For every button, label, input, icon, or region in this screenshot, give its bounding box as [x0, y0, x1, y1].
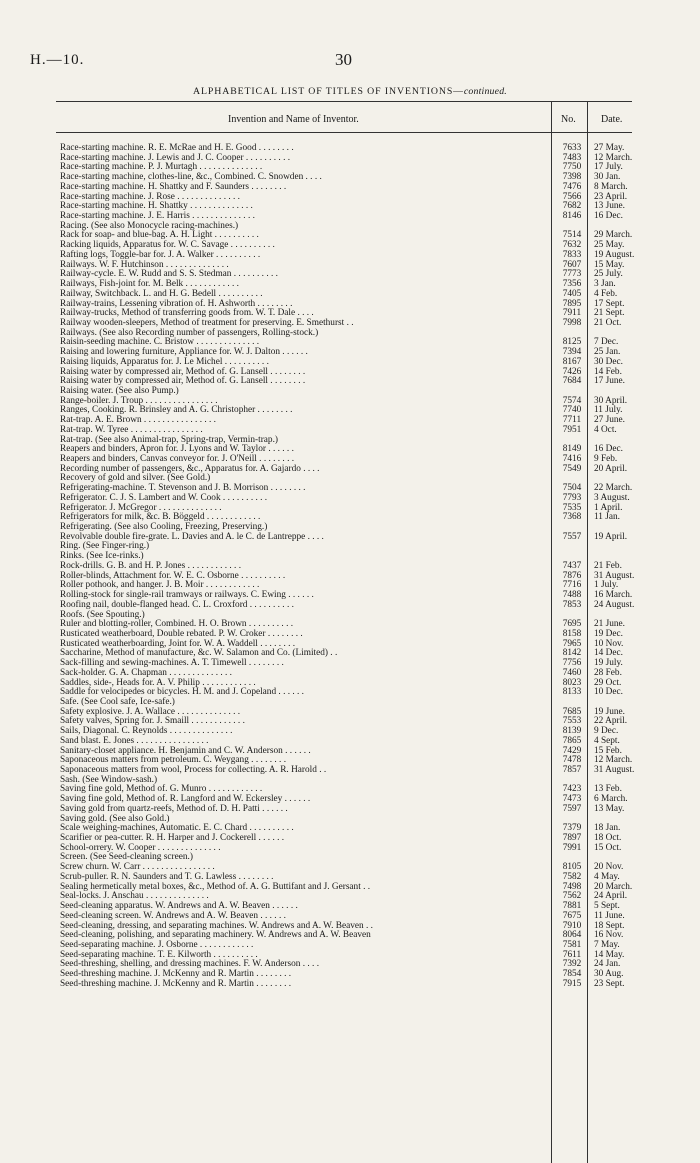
patent-number: 7379 — [562, 823, 582, 834]
invention-title: Recovery of gold and silver. (See Gold.) — [60, 473, 211, 484]
invention-title: Sails, Diagonal. C. Reynolds . . . . . . . . . . . . . . — [60, 726, 233, 737]
patent-number: 7553 — [562, 716, 582, 727]
invention-title: Railways. (See also Recording number of passengers, Rolling-stock.) — [60, 327, 319, 338]
table-header-rule — [56, 132, 632, 133]
table-row — [0, 980, 700, 990]
invention-title: Saving fine gold, Method of. R. Langford and W. Eckersley . . . . . . — [60, 794, 311, 805]
invention-title: Seed-separating machine. J. Osborne . . . . . . . . . . . . — [60, 939, 254, 950]
invention-title: Raising water by compressed air, Method of. G. Lansell . . . . . . . . — [60, 366, 306, 377]
patent-number: 7416 — [562, 454, 582, 464]
invention-title: Refrigerator. J. McGregor . . . . . . . . . . . . . . — [60, 502, 222, 513]
patent-number: 8125 — [562, 337, 582, 348]
invention-title: Saddles, side-, Heads for. A. V. Philip . . . . . . . . . . . . — [60, 677, 256, 688]
patent-number: 7865 — [562, 735, 582, 746]
invention-title: Seed-separating machine. T. E. Kilworth . . . . . . . . . . — [60, 949, 258, 960]
patent-date: 6 March. — [594, 794, 628, 805]
invention-title: Roofs. (See Spouting.) — [60, 609, 145, 620]
invention-title: Saving gold from quartz-reefs, Method of. D. H. Patti . . . . . . — [60, 803, 288, 814]
invention-title: Sand blast. E. Jones . . . . . . . . . . . . . . . . — [60, 735, 209, 746]
invention-title: Rock-drills. G. B. and H. P. Jones . . . . . . . . . . . . — [60, 560, 242, 571]
invention-title: Seed-cleaning, polishing, and separating machinery. W. Andrews and A. W. Beaven — [60, 930, 371, 941]
patent-number: 7581 — [562, 939, 582, 950]
invention-title: Railway wooden-sleepers, Method of treatment for preserving. E. Smethurst . . — [60, 317, 354, 328]
invention-title: Railway-trucks, Method of transferring goods from. W. T. Dale . . . . — [60, 308, 314, 319]
invention-title: Raisin-seeding machine. C. Bristow . . . . . . . . . . . . . . — [60, 337, 260, 348]
patent-date: 21 Feb. — [594, 560, 622, 571]
column-header-invention: Invention and Name of Inventor. — [228, 114, 359, 125]
patent-number: 7881 — [562, 901, 582, 912]
invention-title: Roller-blinds, Attachment for. W. E. C. Osborne . . . . . . . . . . — [60, 570, 286, 581]
patent-number: 7498 — [562, 881, 582, 892]
patent-date: 25 Jan. — [594, 347, 621, 358]
patent-date: 19 July. — [594, 658, 623, 669]
patent-number: 7426 — [562, 366, 582, 377]
invention-title: School-orrery. W. Cooper . . . . . . . . . . . . . . — [60, 842, 221, 853]
invention-title: Refrigerating-machine. T. Stevenson and J. B. Morrison . . . . . . . . — [60, 483, 306, 494]
patent-number: 7773 — [562, 269, 582, 280]
patent-date: 29 Oct. — [594, 677, 622, 688]
patent-number: 7998 — [562, 317, 582, 328]
invention-title: Safety valves, Spring for. J. Smaill . . . . . . . . . . . . — [60, 716, 245, 727]
invention-title: Refrigerating. (See also Cooling, Freezing, Preserving.) — [60, 522, 268, 533]
invention-title: Ruler and blotting-roller, Combined. H. O. Brown . . . . . . . . . . — [60, 619, 294, 630]
patent-date: 28 Feb. — [594, 667, 622, 678]
patent-date: 15 Feb. — [594, 745, 622, 756]
invention-title: Scale weighing-machines, Automatic. E. C. Chard . . . . . . . . . . — [60, 823, 294, 834]
column-header-no: No. — [561, 114, 576, 125]
patent-date: 17 June. — [594, 376, 625, 387]
invention-title: Seed-threshing, shelling, and dressing machines. F. W. Anderson . . . . — [60, 959, 320, 970]
patent-number: 8142 — [562, 648, 582, 659]
patent-number: 7854 — [562, 969, 582, 980]
patent-number: 8167 — [562, 356, 582, 367]
patent-number: 7857 — [562, 765, 582, 775]
invention-title: Race-starting machine. J. Lewis and J. C. Cooper . . . . . . . . . . — [60, 152, 291, 163]
patent-date: 11 July. — [594, 405, 623, 416]
invention-title: Railways, Fish-joint for. M. Belk . . . . . . . . . . . . — [60, 279, 239, 290]
patent-number: 7549 — [562, 463, 582, 474]
patent-date: 23 April. — [594, 191, 628, 202]
patent-date: 10 Nov. — [594, 638, 624, 649]
invention-title: Seed-cleaning apparatus. W. Andrews and A. W. Beaven . . . . . . — [60, 901, 298, 912]
document-code: H.—10. — [30, 52, 85, 68]
invention-title: Safe. (See Cool safe, Ice-safe.) — [60, 696, 175, 707]
patent-date: 29 March. — [594, 230, 633, 241]
invention-title: Rat-trap. A. E. Brown . . . . . . . . . . . . . . . . — [60, 415, 216, 426]
invention-title: Seal-locks. J. Anschau . . . . . . . . . . . . . . — [60, 891, 209, 902]
patent-number: 7695 — [562, 619, 582, 630]
patent-date: 20 Nov. — [594, 862, 624, 873]
patent-date: 19 April. — [594, 531, 628, 542]
invention-title: Race-starting machine. H. Shattky . . . . . . . . . . . . . . — [60, 201, 253, 212]
patent-number: 7611 — [562, 949, 582, 960]
patent-number: 7685 — [562, 706, 582, 717]
patent-date: 17 July. — [594, 162, 623, 173]
patent-date: 4 Feb. — [594, 288, 618, 299]
invention-title: Roofing nail, double-flanged head. C. L. Croxford . . . . . . . . . . — [60, 599, 294, 610]
patent-number: 7478 — [562, 755, 582, 766]
patent-date: 18 Jan. — [594, 823, 621, 834]
title-main: ALPHABETICAL LIST OF TITLES OF INVENTIONS— — [193, 86, 464, 97]
invention-title: Reapers and binders, Apron for. J. Lyons and W. Taylor . . . . . . — [60, 444, 294, 455]
patent-number: 7711 — [562, 415, 582, 426]
invention-title: Race-starting machine. P. J. Murtagh . . . . . . . . . . . . . . — [60, 162, 263, 173]
patent-number: 7915 — [562, 978, 582, 989]
page-number: 30 — [335, 50, 352, 69]
patent-number: 7675 — [562, 910, 582, 921]
invention-title: Raising water by compressed air, Method of. G. Lansell . . . . . . . . — [60, 376, 306, 387]
patent-date: 18 Sept. — [594, 920, 625, 931]
patent-date: 24 April. — [594, 891, 628, 902]
invention-title: Rinks. (See Ice-rinks.) — [60, 551, 144, 562]
invention-title: Railways. W. F. Hutchinson . . . . . . . . . . . . . . — [60, 259, 229, 270]
patent-date: 25 May. — [594, 240, 625, 251]
patent-number: 7632 — [562, 240, 582, 251]
patent-number: 7793 — [562, 492, 582, 503]
patent-date: 8 March. — [594, 181, 628, 192]
patent-number: 7965 — [562, 638, 582, 649]
page-title — [0, 86, 700, 97]
patent-date: 17 Sept. — [594, 298, 625, 309]
patent-date: 4 Sept. — [594, 735, 620, 746]
patent-date: 13 Feb. — [594, 784, 622, 795]
invention-title: Rusticated weatherboarding, Joint for. W. A. Waddell . . . . . . . . — [60, 638, 296, 649]
patent-number: 7740 — [562, 405, 582, 416]
patent-date: 12 March. — [594, 152, 633, 163]
patent-date: 21 June. — [594, 619, 625, 630]
invention-title: Raising and lowering furniture, Appliance for. W. J. Dalton . . . . . . — [60, 347, 308, 358]
invention-title: Sash. (See Window-sash.) — [60, 774, 158, 785]
patent-number: 7562 — [562, 891, 582, 902]
patent-date: 14 Feb. — [594, 366, 622, 377]
invention-title: Rafting logs, Toggle-bar for. J. A. Walker . . . . . . . . . . — [60, 249, 261, 260]
invention-title: Saddle for velocipedes or bicycles. H. M. and J. Copeland . . . . . . — [60, 687, 304, 698]
patent-date: 30 Aug. — [594, 969, 624, 980]
patent-number: 7633 — [562, 143, 582, 153]
patent-number: 7488 — [562, 590, 582, 601]
invention-title: Scrub-puller. R. N. Saunders and T. G. Lawless . . . . . . . . — [60, 871, 274, 882]
patent-number: 7895 — [562, 298, 582, 309]
inventions-table-body — [0, 144, 700, 990]
patent-date: 21 Sept. — [594, 308, 625, 319]
patent-date: 16 March. — [594, 590, 633, 601]
patent-number: 7684 — [562, 376, 582, 387]
patent-number: 8023 — [562, 677, 582, 688]
invention-title: Rusticated weatherboard, Double rebated. P. W. Croker . . . . . . . . — [60, 628, 303, 639]
invention-title: Saving gold. (See also Gold.) — [60, 813, 170, 824]
patent-date: 7 May. — [594, 939, 620, 950]
invention-title: Revolvable double fire-grate. L. Davies and A. le C. de Lantreppe . . . . — [60, 531, 324, 542]
patent-number: 7951 — [562, 424, 582, 435]
patent-number: 7504 — [562, 483, 582, 494]
patent-number: 7356 — [562, 279, 582, 290]
patent-number: 7473 — [562, 794, 582, 805]
patent-date: 11 June. — [594, 910, 625, 921]
patent-date: 15 Oct. — [594, 842, 622, 853]
column-header-date: Date. — [601, 114, 623, 125]
patent-date: 24 Jan. — [594, 959, 621, 970]
patent-number: 7392 — [562, 959, 582, 970]
patent-date: 19 June. — [594, 706, 625, 717]
patent-date: 12 March. — [594, 755, 633, 766]
invention-title: Race-starting machine. J. E. Harris . . . . . . . . . . . . . . — [60, 211, 255, 222]
invention-title: Safety explosive. J. A. Wallace . . . . . . . . . . . . . . — [60, 706, 241, 717]
patent-date: 4 May. — [594, 871, 620, 882]
patent-date: 31 August. — [594, 765, 635, 775]
patent-date: 5 Sept. — [594, 901, 620, 912]
invention-title: Racking liquids, Apparatus for. W. C. Savage . . . . . . . . . . — [60, 240, 275, 251]
patent-date: 23 Sept. — [594, 978, 625, 989]
invention-title: Seed-cleaning screen. W. Andrews and A. W. Beaven . . . . . . — [60, 910, 286, 921]
invention-title: Rat-trap. (See also Animal-trap, Spring-trap, Vermin-trap.) — [60, 434, 278, 445]
invention-title: Saving fine gold, Method of. G. Munro . . . . . . . . . . . . — [60, 784, 263, 795]
invention-title: Race-starting machine, clothes-line, &c., Combined. C. Snowden . . . . — [60, 172, 322, 183]
patent-number: 7566 — [562, 191, 582, 202]
patent-number: 7991 — [562, 842, 582, 853]
patent-date: 13 June. — [594, 201, 625, 212]
patent-number: 7716 — [562, 580, 582, 591]
patent-number: 7910 — [562, 920, 582, 931]
table-top-rule — [56, 101, 632, 102]
invention-title: Railway-trains, Lessening vibration of. H. Ashworth . . . . . . . . — [60, 298, 293, 309]
patent-number: 8139 — [562, 726, 582, 737]
patent-date: 16 Dec. — [594, 444, 623, 455]
invention-title: Sanitary-closet appliance. H. Benjamin and C. W. Anderson . . . . . . — [60, 745, 311, 756]
patent-date: 11 Jan. — [594, 512, 620, 523]
patent-date: 9 Dec. — [594, 726, 619, 737]
invention-title: Scarifier or pea-cutter. R. H. Harper and J. Cockerell . . . . . . — [60, 833, 285, 844]
patent-date: 14 Dec. — [594, 648, 623, 659]
patent-number: 8149 — [562, 444, 582, 455]
patent-date: 15 May. — [594, 259, 625, 270]
invention-title: Range-boiler. J. Troup . . . . . . . . . . . . . . . . — [60, 395, 218, 406]
invention-title: Racing. (See also Monocycle racing-machines.) — [60, 220, 239, 231]
patent-date: 10 Dec. — [594, 687, 623, 698]
patent-number: 7429 — [562, 745, 582, 756]
patent-date: 30 Jan. — [594, 172, 621, 183]
patent-number: 7514 — [562, 230, 582, 241]
patent-date: 22 March. — [594, 483, 633, 494]
patent-date: 27 June. — [594, 415, 625, 426]
patent-number: 8158 — [562, 628, 582, 639]
invention-title: Recording number of passengers, &c., Apparatus for. A. Gajardo . . . . — [60, 463, 320, 474]
patent-date: 14 May. — [594, 949, 625, 960]
invention-title: Seed-threshing machine. J. McKenny and R. Martin . . . . . . . . — [60, 978, 292, 989]
invention-title: Race-starting machine. J. Rose . . . . . . . . . . . . . . — [60, 191, 240, 202]
patent-date: 20 April. — [594, 463, 628, 474]
patent-number: 7368 — [562, 512, 582, 523]
invention-title: Ranges, Cooking. R. Brinsley and A. G. Christopher . . . . . . . . — [60, 405, 293, 416]
invention-title: Railway, Switchback. L. and H. G. Bedell . . . . . . . . . . — [60, 288, 263, 299]
patent-date: 16 Dec. — [594, 211, 623, 222]
patent-date: 27 May. — [594, 143, 625, 153]
patent-date: 24 August. — [594, 599, 635, 610]
patent-number: 7833 — [562, 249, 582, 260]
patent-number: 7574 — [562, 395, 582, 406]
patent-date: 3 August. — [594, 492, 630, 503]
invention-title: Sack-holder. G. A. Chapman . . . . . . . . . . . . . . — [60, 667, 232, 678]
patent-date: 7 Dec. — [594, 337, 619, 348]
patent-number: 7897 — [562, 833, 582, 844]
patent-number: 7460 — [562, 667, 582, 678]
patent-date: 30 Dec. — [594, 356, 623, 367]
invention-title: Saccharine, Method of manufacture, &c. W. Salamon and Co. (Limited) . . — [60, 648, 338, 659]
patent-date: 22 April. — [594, 716, 628, 727]
invention-title: Race-starting machine. H. Shattky and F. Saunders . . . . . . . . — [60, 181, 287, 192]
patent-date: 19 August. — [594, 249, 635, 260]
patent-number: 7398 — [562, 172, 582, 183]
invention-title: Rolling-stock for single-rail tramways or railways. C. Ewing . . . . . . — [60, 590, 314, 601]
patent-date: 30 April. — [594, 395, 628, 406]
patent-date: 19 Dec. — [594, 628, 623, 639]
invention-title: Rat-trap. W. Tyree . . . . . . . . . . . . . . . . — [60, 424, 203, 435]
patent-number: 7582 — [562, 871, 582, 882]
patent-number: 7750 — [562, 162, 582, 173]
patent-date: 1 July. — [594, 580, 619, 591]
patent-number: 7597 — [562, 803, 582, 814]
invention-title: Saponaceous matters from petroleum. C. Weygang . . . . . . . . — [60, 755, 287, 766]
invention-title: Refrigerator. C. J. S. Lambert and W. Cook . . . . . . . . . . — [60, 492, 268, 503]
patent-number: 7437 — [562, 560, 582, 571]
invention-title: Raising water. (See also Pump.) — [60, 385, 179, 396]
title-continued: continued. — [463, 86, 507, 97]
invention-title: Screw churn. W. Carr . . . . . . . . . . . . . . . . — [60, 862, 215, 873]
invention-title: Ring. (See Finger-ring.) — [60, 541, 150, 552]
invention-title: Seed-threshing machine. J. McKenny and R. Martin . . . . . . . . — [60, 969, 292, 980]
patent-number: 7423 — [562, 784, 582, 795]
invention-title: Saponaceous matters from wool, Process for collecting. A. R. Harold . . — [60, 765, 327, 775]
invention-title: Railway-cycle. E. W. Rudd and S. S. Stedman . . . . . . . . . . — [60, 269, 278, 280]
patent-number: 7476 — [562, 181, 582, 192]
invention-title: Screen. (See Seed-cleaning screen.) — [60, 852, 193, 863]
patent-date: 25 July. — [594, 269, 623, 280]
invention-title: Reapers and binders, Canvas conveyor for. J. O'Neill . . . . . . . . — [60, 454, 295, 464]
patent-number: 7682 — [562, 201, 582, 212]
invention-title: Seed-cleaning, dressing, and separating machines. W. Andrews and A. W. Beaven . . — [60, 920, 373, 931]
patent-date: 1 April. — [594, 502, 623, 513]
patent-number: 7853 — [562, 599, 582, 610]
patent-date: 9 Feb. — [594, 454, 618, 464]
invention-title: Sack-filling and sewing-machines. A. T. Timewell . . . . . . . . — [60, 658, 284, 669]
patent-number: 7394 — [562, 347, 582, 358]
patent-number: 8105 — [562, 862, 582, 873]
patent-date: 18 Oct. — [594, 833, 622, 844]
patent-date: 16 Nov. — [594, 930, 624, 941]
patent-number: 8146 — [562, 211, 582, 222]
patent-date: 21 Oct. — [594, 317, 622, 328]
patent-number: 8133 — [562, 687, 582, 698]
invention-title: Sealing hermetically metal boxes, &c., Method of. A. G. Buttifant and J. Gersant . . — [60, 881, 371, 892]
patent-date: 13 May. — [594, 803, 625, 814]
patent-number: 7535 — [562, 502, 582, 513]
patent-number: 7911 — [562, 308, 582, 319]
invention-title: Rack for soap- and blue-bag. A. H. Light . . . . . . . . . . — [60, 230, 259, 241]
patent-date: 20 March. — [594, 881, 633, 892]
patent-date: 31 August. — [594, 570, 635, 581]
patent-number: 8064 — [562, 930, 582, 941]
patent-number: 7483 — [562, 152, 582, 163]
invention-title: Raising liquids, Apparatus for. J. Le Michel . . . . . . . . . . — [60, 356, 269, 367]
patent-number: 7607 — [562, 259, 582, 270]
patent-date: 3 Jan. — [594, 279, 616, 290]
invention-title: Race-starting machine. R. E. McRae and H. E. Good . . . . . . . . — [60, 143, 294, 153]
patent-number: 7557 — [562, 531, 582, 542]
patent-number: 7756 — [562, 658, 582, 669]
patent-number: 7405 — [562, 288, 582, 299]
invention-title: Roller pothook, and hanger. J. B. Moir . . . . . . . . . . . . — [60, 580, 260, 591]
invention-title: Refrigerators for milk, &c. B. Böggeld . . . . . . . . . . . . — [60, 512, 261, 523]
patent-number: 7876 — [562, 570, 582, 581]
patent-date: 4 Oct. — [594, 424, 617, 435]
